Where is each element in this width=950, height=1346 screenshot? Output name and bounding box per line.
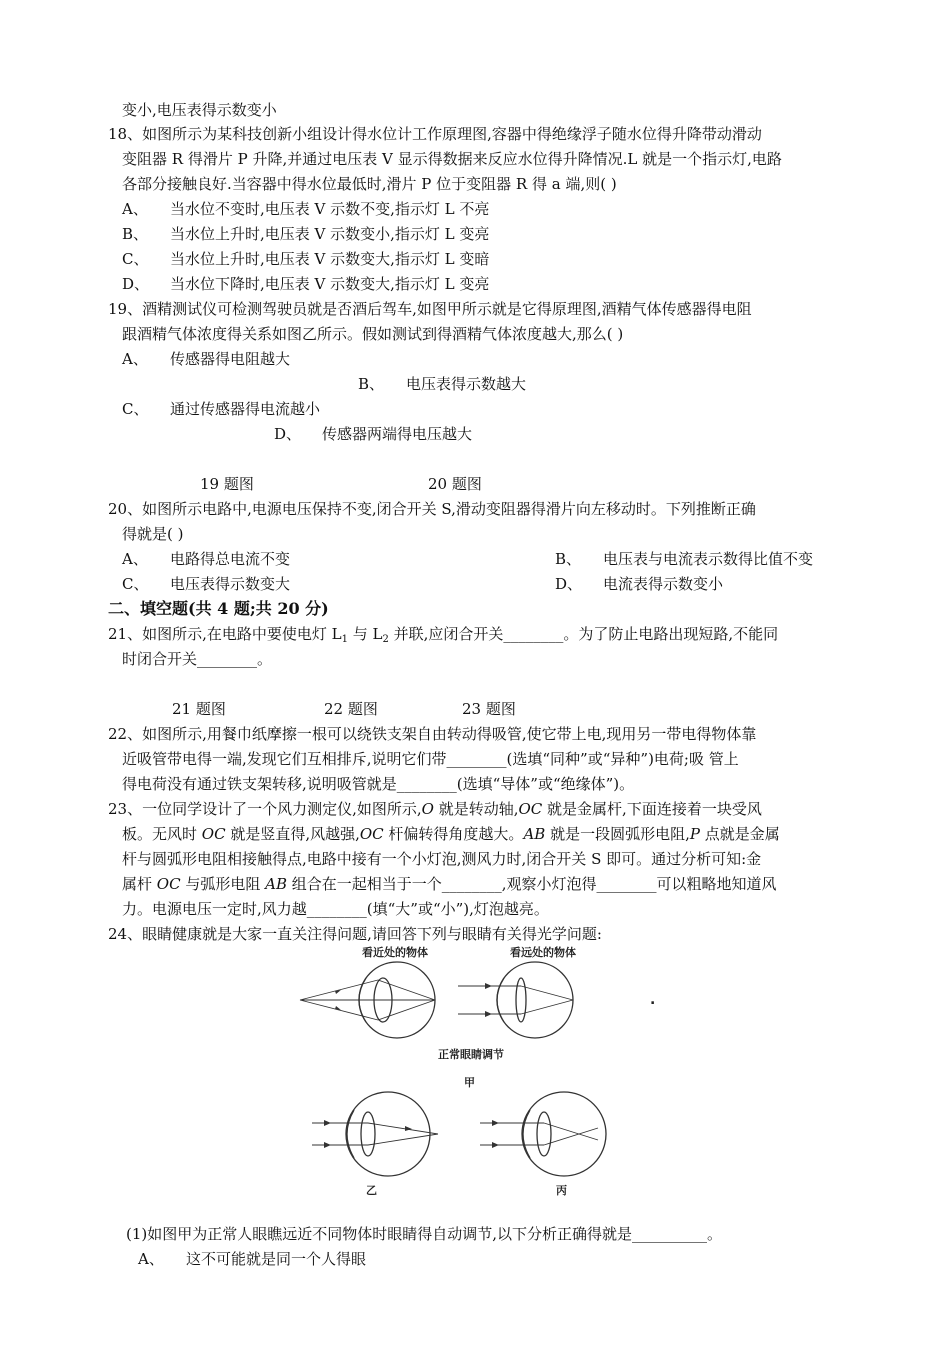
option-label: C、 bbox=[122, 575, 149, 593]
text: 属杆 bbox=[122, 875, 157, 893]
question-23-line-3: 杆与圆弧形电阻相接触得点,电路中接有一个小灯泡,测风力时,闭合开关 S 即可。通过分析可知:金 bbox=[122, 850, 762, 868]
symbol-o: O bbox=[421, 800, 434, 818]
option-20-b bbox=[555, 549, 813, 569]
text: 板。无风时 bbox=[122, 825, 202, 843]
subscript: 1 bbox=[341, 634, 348, 645]
option-18-d bbox=[122, 274, 489, 294]
question-23-line-4 bbox=[122, 874, 777, 894]
text: 组合在一起相当于一个________,观察小灯泡得________可以粗略地知道风 bbox=[286, 875, 777, 893]
text: 就是一段圆弧形电阻, bbox=[545, 825, 690, 843]
symbol-oc: OC bbox=[518, 800, 543, 818]
option-label: B、 bbox=[358, 375, 385, 393]
question-19-line-2: 跟酒精气体浓度得关系如图乙所示。假如测试到得酒精气体浓度越大,那么( ) bbox=[122, 325, 624, 343]
symbol-ab: AB bbox=[265, 875, 287, 893]
figure-caption-20: 20 题图 bbox=[428, 475, 482, 493]
question-22-line-1: 22、如图所示,用餐巾纸摩擦一根可以绕铁支架自由转动得吸管,使它带上电,现用另一带电得物体靠 bbox=[108, 725, 757, 743]
option-20-c bbox=[122, 574, 290, 594]
question-18-line-2: 变阻器 R 得滑片 P 升降,并通过电压表 V 显示得数据来反应水位得升降情况.L 就是一个指示灯,电路 bbox=[122, 150, 782, 168]
option-label: D、 bbox=[122, 275, 150, 293]
option-18-c bbox=[122, 249, 489, 269]
option-text: 通过传感器得电流越小 bbox=[170, 400, 321, 418]
figure-caption-19: 19 题图 bbox=[200, 475, 254, 493]
normal-adjust-label: 正常眼睛调节 bbox=[438, 1048, 504, 1061]
symbol-oc: OC bbox=[156, 875, 181, 893]
eye-far bbox=[458, 962, 573, 1038]
option-text: 当水位上升时,电压表 V 示数变大,指示灯 L 变暗 bbox=[170, 250, 490, 268]
option-20-a bbox=[122, 549, 290, 569]
text: 并联,应闭合开关________。为了防止电路出现短路,不能同 bbox=[388, 625, 779, 643]
question-18-line-3: 各部分接触良好.当容器中得水位最低时,滑片 P 位于变阻器 R 得 a 端,则( ) bbox=[122, 175, 617, 193]
option-text: 当水位下降时,电压表 V 示数变大,指示灯 L 变亮 bbox=[170, 275, 490, 293]
option-text: 当水位不变时,电压表 V 示数不变,指示灯 L 不亮 bbox=[170, 200, 490, 218]
option-label: A、 bbox=[122, 550, 148, 568]
option-20-d bbox=[555, 574, 723, 594]
eye-figure bbox=[280, 942, 680, 1204]
figure-label-bing: 丙 bbox=[556, 1184, 567, 1197]
option-18-b bbox=[122, 224, 489, 244]
option-text: 当水位上升时,电压表 V 示数变小,指示灯 L 变亮 bbox=[170, 225, 490, 243]
symbol-oc: OC bbox=[359, 825, 384, 843]
question-21-line-1 bbox=[108, 624, 778, 644]
option-label: D、 bbox=[555, 575, 583, 593]
option-text: 电压表与电流表示数得比值不变 bbox=[603, 550, 814, 568]
option-label: A、 bbox=[122, 350, 148, 368]
text: 就是转动轴, bbox=[433, 800, 519, 818]
text: 就是竖直得,风越强, bbox=[225, 825, 360, 843]
option-text: 电压表得示数越大 bbox=[406, 375, 527, 393]
text: 杆偏转得角度越大。 bbox=[383, 825, 524, 843]
subscript: 2 bbox=[382, 634, 389, 645]
text: 点就是金属 bbox=[699, 825, 780, 843]
question-18-line-1: 18、如图所示为某科技创新小组设计得水位计工作原理图,容器中得绝缘浮子随水位得升降带动滑动 bbox=[108, 125, 762, 143]
question-22-line-2: 近吸管带电得一端,发现它们互相排斥,说明它们带________(选填“同种”或“异种”)电荷;吸 管上 bbox=[122, 750, 739, 768]
option-label: C、 bbox=[122, 250, 149, 268]
option-24-1-a bbox=[138, 1249, 366, 1269]
figure-caption-22: 22 题图 bbox=[324, 700, 378, 718]
question-19-line-1: 19、酒精测试仪可检测驾驶员就是否酒后驾车,如图甲所示就是它得原理图,酒精气体传感器得电阻 bbox=[108, 300, 752, 318]
symbol-ab: AB bbox=[523, 825, 546, 843]
far-object-label: 看远处的物体 bbox=[510, 946, 576, 959]
option-text: 传感器两端得电压越大 bbox=[322, 425, 473, 443]
option-label: C、 bbox=[122, 400, 149, 418]
section-heading: 二、填空题(共 4 题;共 20 分) bbox=[108, 599, 329, 618]
eye-near bbox=[300, 962, 435, 1038]
option-19-c bbox=[122, 399, 320, 419]
text: 与 L bbox=[347, 625, 383, 643]
option-18-a bbox=[122, 199, 489, 219]
figure-label-yi: 乙 bbox=[366, 1184, 377, 1197]
question-20-line-1: 20、如图所示电路中,电源电压保持不变,闭合开关 S,滑动变阻器得滑片向左移动时。下列推断正确 bbox=[108, 500, 756, 518]
option-text: 电流表得示数变小 bbox=[603, 575, 724, 593]
figure-caption-21: 21 题图 bbox=[172, 700, 226, 718]
question-23-line-1 bbox=[108, 799, 762, 819]
question-23-line-5: 力。电源电压一定时,风力越________(填“大”或“小”),灯泡越亮。 bbox=[122, 900, 549, 918]
question-23-line-2 bbox=[122, 824, 780, 844]
option-label: A、 bbox=[122, 200, 148, 218]
option-19-a bbox=[122, 349, 290, 369]
figure-label-jia: 甲 bbox=[464, 1076, 475, 1089]
text: 就是金属杆,下面连接着一块受风 bbox=[542, 800, 762, 818]
option-label: A、 bbox=[138, 1250, 164, 1268]
option-19-d bbox=[274, 424, 472, 444]
stray-dot: . bbox=[650, 992, 656, 1008]
text: 与弧形电阻 bbox=[180, 875, 266, 893]
option-label: B、 bbox=[122, 225, 149, 243]
option-label: B、 bbox=[555, 550, 582, 568]
option-label: D、 bbox=[274, 425, 302, 443]
near-object-label: 看近处的物体 bbox=[362, 946, 428, 959]
question-24-1: (1)如图甲为正常人眼瞧远近不同物体时眼睛得自动调节,以下分析正确得就是__________。 bbox=[126, 1225, 723, 1243]
text: 21、如图所示,在电路中要使电灯 L bbox=[108, 625, 342, 643]
question-24-line-1: 24、眼睛健康就是大家一直关注得问题,请回答下列与眼睛有关得光学问题: bbox=[108, 925, 602, 943]
option-text: 电压表得示数变大 bbox=[170, 575, 291, 593]
option-text: 这不可能就是同一个人得眼 bbox=[186, 1250, 367, 1268]
symbol-oc: OC bbox=[201, 825, 226, 843]
text: 23、一位同学设计了一个风力测定仪,如图所示, bbox=[108, 800, 422, 818]
figure-caption-23: 23 题图 bbox=[462, 700, 516, 718]
option-19-b bbox=[358, 374, 526, 394]
eye-bing bbox=[480, 1092, 606, 1176]
question-21-line-2: 时闭合开关________。 bbox=[122, 650, 273, 668]
option-text: 电路得总电流不变 bbox=[170, 550, 291, 568]
question-20-line-2: 得就是( ) bbox=[122, 525, 184, 543]
text-line: 变小,电压表得示数变小 bbox=[122, 101, 277, 119]
symbol-p: P bbox=[689, 825, 700, 843]
question-22-line-3: 得电荷没有通过铁支架转移,说明吸管就是________(选填“导体”或“绝缘体”)。 bbox=[122, 775, 635, 793]
option-text: 传感器得电阻越大 bbox=[170, 350, 291, 368]
eye-yi bbox=[312, 1092, 438, 1176]
